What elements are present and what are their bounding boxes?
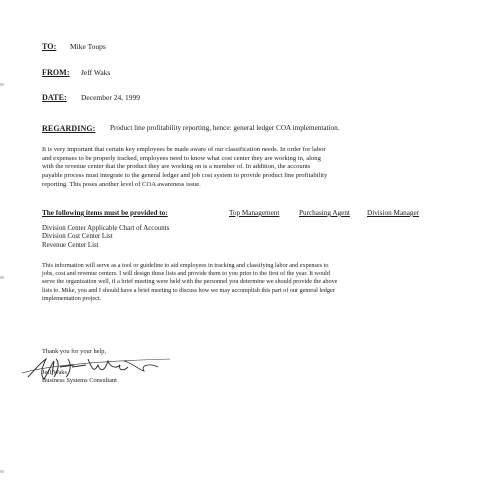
paragraph-line: lists to. Mike, you and I should have a brief meeting to discuss how we may accomplish this part of our general ledger bbox=[42, 286, 335, 294]
from-label: FROM: bbox=[42, 68, 70, 77]
paragraph-line: reporting. This poses another level of COA awareness issue. bbox=[42, 180, 201, 188]
regarding-value: Product line profitability reporting, hence: general ledger COA implementation. bbox=[110, 124, 340, 132]
body-paragraph-2 bbox=[42, 262, 337, 303]
list-item: Division Cost Center List bbox=[42, 233, 113, 241]
paragraph-line: serve the organization well, if a brief meeting were held with the personnel you determine we should provide the above bbox=[42, 278, 338, 286]
recipient-top-management: Top Management bbox=[229, 209, 280, 217]
list-item: Division Center Applicable Chart of Accounts bbox=[42, 225, 170, 232]
body-paragraph-1 bbox=[42, 146, 327, 190]
to-value: Mike Toups bbox=[70, 42, 106, 51]
recipient-purchasing-agent: Purchasing Agent bbox=[299, 209, 350, 217]
closing-title: Business Systems Consultant bbox=[42, 377, 117, 384]
date-label: DATE: bbox=[42, 93, 67, 102]
punch-hole-mark bbox=[0, 470, 4, 473]
items-heading: The following items must be provided to: bbox=[42, 209, 168, 217]
paragraph-line: payable process must integrate to the general ledger and job cost system to provide product line profitability bbox=[42, 172, 328, 180]
to-label: TO: bbox=[42, 42, 57, 51]
paragraph-line: and expenses to be properly tracked, employees need to know what cost center they are working in, along bbox=[42, 154, 321, 162]
paragraph-line: implementation project. bbox=[42, 294, 102, 302]
recipient-division-manager: Division Manager bbox=[367, 209, 420, 217]
paragraph-line: with the revenue center that the product they are working on is a member of. In addition, the accounts bbox=[42, 163, 311, 171]
punch-hole-mark bbox=[0, 276, 4, 279]
items-list bbox=[42, 225, 169, 250]
paragraph-line: jobs, cost and revenue centers. I will design these lists and provide them to you prior to the first of the year. It would bbox=[42, 270, 330, 278]
date-value: December 24, 1999 bbox=[81, 93, 140, 102]
closing-name: Jeff Waks bbox=[42, 369, 67, 376]
list-item: Revenue Center List bbox=[42, 241, 99, 249]
from-value: Jeff Waks bbox=[81, 68, 111, 77]
regarding-label: REGARDING: bbox=[42, 124, 96, 133]
paragraph-line: This information will serve as a tool or guideline to aid employees in tracking and classifying labor and expenses to bbox=[42, 262, 329, 269]
paragraph-line: It is very important that certain key employees be made aware of our classification needs. In order for labor bbox=[42, 146, 326, 153]
punch-hole-mark bbox=[0, 83, 4, 86]
closing-salutation: Thank you for your help, bbox=[42, 348, 107, 355]
